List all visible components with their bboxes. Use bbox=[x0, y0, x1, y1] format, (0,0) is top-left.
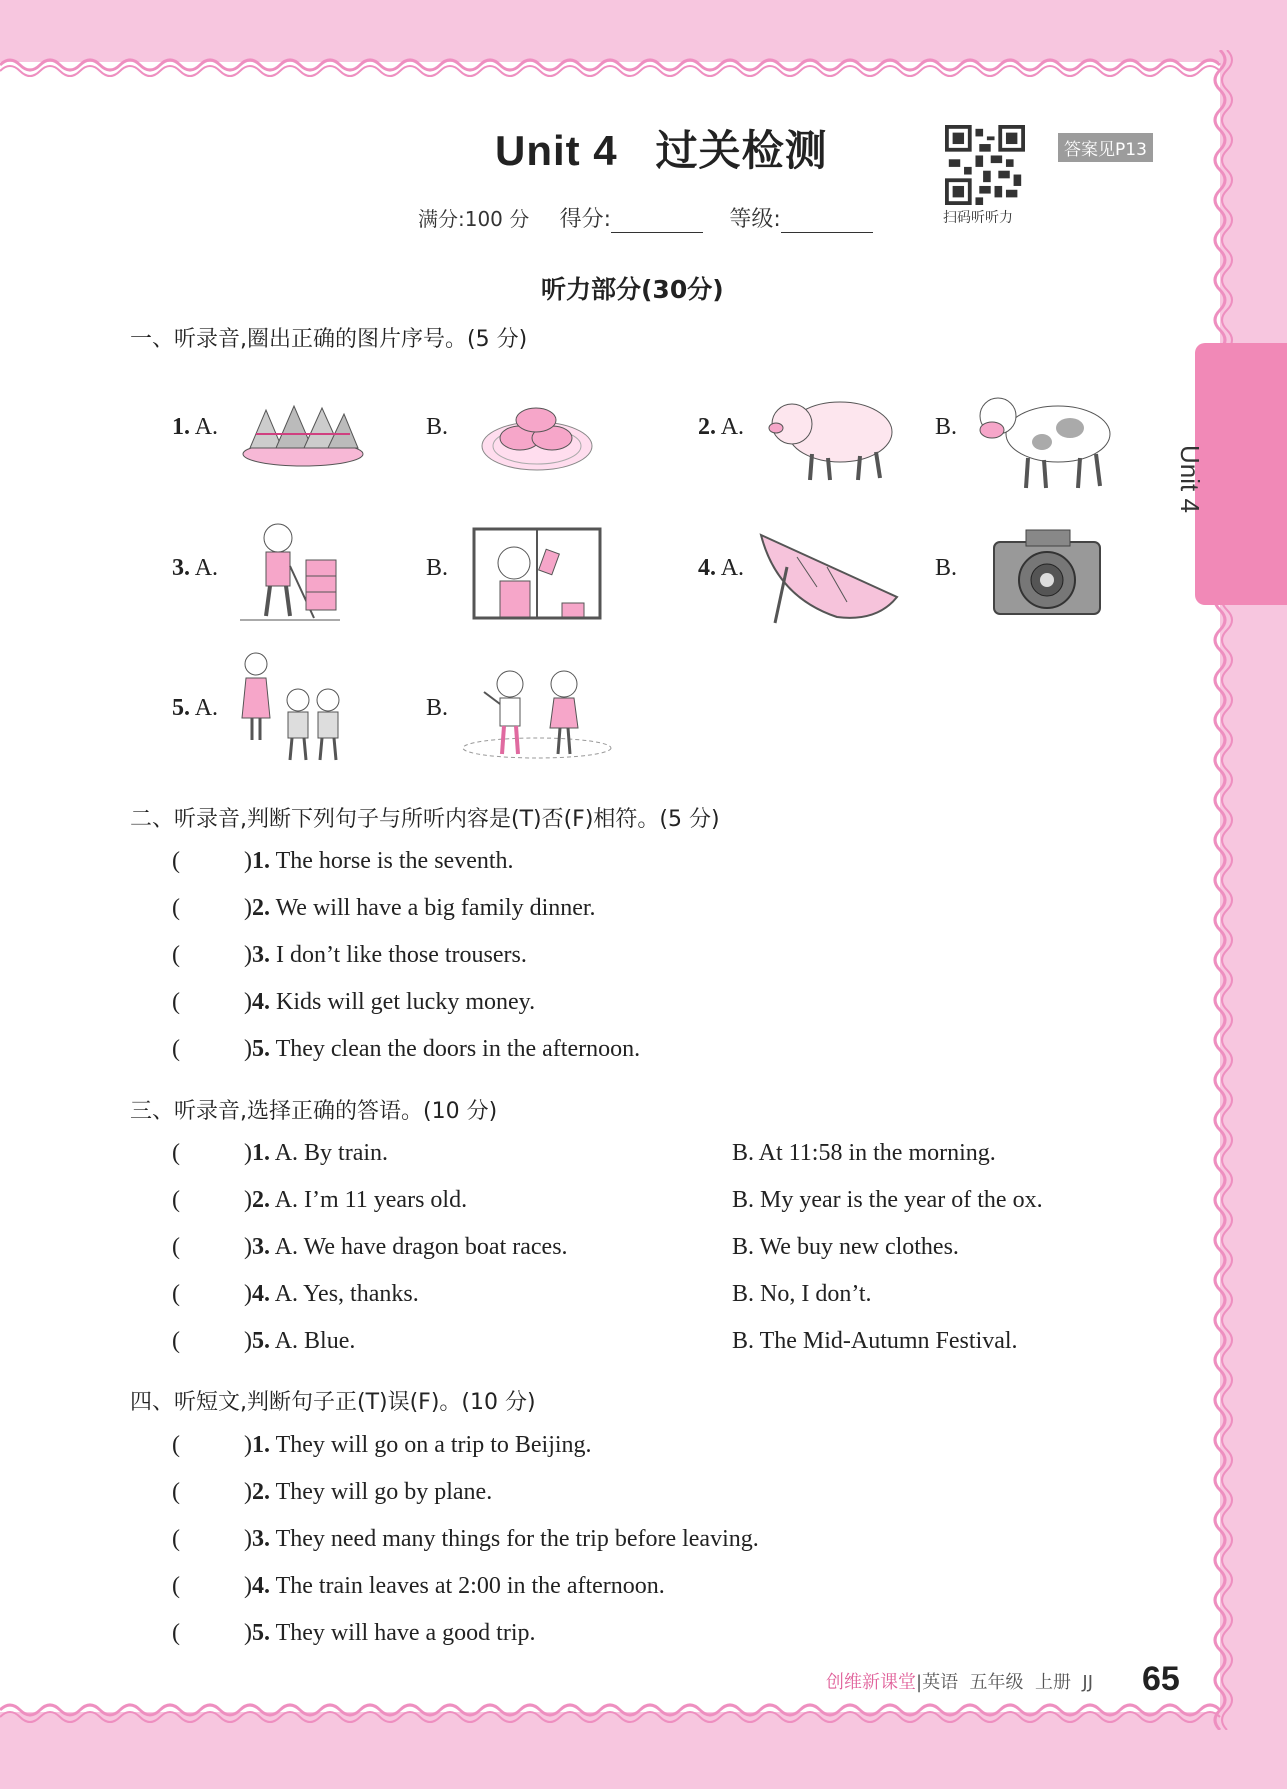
qr-code-icon[interactable] bbox=[945, 125, 1025, 205]
answer-blank[interactable]: ( bbox=[172, 1479, 180, 1505]
part2-row: ( )4. Kids will get lucky money. bbox=[172, 989, 536, 1015]
part1-item-5-b: B. bbox=[426, 695, 449, 721]
answer-badge: 答案见P13 bbox=[1058, 133, 1153, 162]
grade-label: 等级: bbox=[729, 207, 781, 232]
part4-row: ( )3. They need many things for the trip before leaving. bbox=[172, 1526, 759, 1552]
score-blank[interactable] bbox=[611, 214, 703, 233]
part4-heading: 四、听短文,判断句子正(T)误(F)。(10 分) bbox=[130, 1390, 536, 1415]
paper-sheet bbox=[0, 62, 1220, 1712]
mooncake-picture[interactable] bbox=[480, 398, 595, 473]
listening-section-heading: 听力部分(30分) bbox=[541, 275, 724, 304]
answer-blank[interactable]: ( bbox=[172, 942, 180, 968]
part3-option-b: B. The Mid-Autumn Festival. bbox=[732, 1328, 1018, 1354]
part3-option-b: B. No, I don’t. bbox=[732, 1281, 872, 1307]
part1-item-3-b: B. bbox=[426, 555, 449, 581]
part1-item-4: 4. A. bbox=[698, 555, 745, 581]
page-number: 65 bbox=[1142, 1660, 1180, 1698]
part4-row: ( )4. The train leaves at 2:00 in the afternoon. bbox=[172, 1573, 665, 1599]
part1-item-2-b: B. bbox=[935, 414, 958, 440]
page-title: Unit 4 过关检测 bbox=[495, 127, 828, 174]
part3-row: ( )5. A. Blue. bbox=[172, 1328, 356, 1354]
answer-blank[interactable]: ( bbox=[172, 895, 180, 921]
boy-cleaning-window-picture[interactable] bbox=[472, 527, 602, 620]
answer-blank[interactable]: ( bbox=[172, 989, 180, 1015]
part3-row: ( )2. A. I’m 11 years old. bbox=[172, 1187, 468, 1213]
footer-brand: 创维新课堂 bbox=[826, 1672, 916, 1693]
camera-picture[interactable] bbox=[990, 524, 1105, 622]
part1-item-1-b: B. bbox=[426, 414, 449, 440]
boy-sweeping-picture[interactable] bbox=[240, 520, 340, 625]
unit-side-tab-label: Unit 4 bbox=[1175, 445, 1205, 513]
part2-row: ( )5. They clean the doors in the afternoon. bbox=[172, 1036, 641, 1062]
wavy-border-top bbox=[0, 50, 1230, 80]
part3-option-b: B. We buy new clothes. bbox=[732, 1234, 959, 1260]
answer-blank[interactable]: ( bbox=[172, 1573, 180, 1599]
part3-heading: 三、听录音,选择正确的答语。(10 分) bbox=[130, 1099, 498, 1124]
part3-row: ( )4. A. Yes, thanks. bbox=[172, 1281, 419, 1307]
part4-row: ( )5. They will have a good trip. bbox=[172, 1620, 536, 1646]
answer-blank[interactable]: ( bbox=[172, 1140, 180, 1166]
answer-blank[interactable]: ( bbox=[172, 1526, 180, 1552]
part3-option-b: B. My year is the year of the ox. bbox=[732, 1187, 1043, 1213]
footer-info: |英语 五年级 上册 JJ bbox=[916, 1672, 1094, 1693]
part3-option-b: B. At 11:58 in the morning. bbox=[732, 1140, 996, 1166]
cow-picture[interactable] bbox=[970, 384, 1118, 492]
answer-blank[interactable]: ( bbox=[172, 1281, 180, 1307]
part4-row: ( )1. They will go on a trip to Beijing. bbox=[172, 1432, 592, 1458]
answer-blank[interactable]: ( bbox=[172, 848, 180, 874]
part1-item-5: 5. A. bbox=[172, 695, 219, 721]
part3-row: ( )3. A. We have dragon boat races. bbox=[172, 1234, 568, 1260]
answer-blank[interactable]: ( bbox=[172, 1328, 180, 1354]
full-score: 满分:100 分 bbox=[418, 207, 530, 231]
girl-and-boys-picture[interactable] bbox=[240, 650, 350, 765]
part2-row: ( )3. I don’t like those trousers. bbox=[172, 942, 527, 968]
wavy-border-right bbox=[1200, 50, 1240, 1730]
part2-row: ( )1. The horse is the seventh. bbox=[172, 848, 514, 874]
part2-row: ( )2. We will have a big family dinner. bbox=[172, 895, 596, 921]
qr-caption: 扫码听听力 bbox=[943, 210, 1013, 226]
score-line bbox=[418, 202, 893, 233]
part1-item-3: 3. A. bbox=[172, 555, 219, 581]
wavy-border-bottom bbox=[0, 1700, 1230, 1730]
part1-item-4-b: B. bbox=[935, 555, 958, 581]
part1-heading: 一、听录音,圈出正确的图片序号。(5 分) bbox=[130, 327, 528, 352]
part2-heading: 二、听录音,判断下列句子与所听内容是(T)否(F)相符。(5 分) bbox=[130, 807, 720, 832]
pig-picture[interactable] bbox=[762, 384, 902, 484]
part4-row: ( )2. They will go by plane. bbox=[172, 1479, 493, 1505]
answer-blank[interactable]: ( bbox=[172, 1234, 180, 1260]
score-label: 得分: bbox=[559, 207, 612, 232]
part1-item-1: 1. A. bbox=[172, 414, 219, 440]
part1-item-2: 2. A. bbox=[698, 414, 745, 440]
zongzi-picture[interactable] bbox=[238, 398, 368, 470]
part3-row: ( )1. A. By train. bbox=[172, 1140, 389, 1166]
answer-blank[interactable]: ( bbox=[172, 1432, 180, 1458]
footer bbox=[826, 1668, 1093, 1694]
unit-side-tab bbox=[1195, 343, 1287, 605]
answer-blank[interactable]: ( bbox=[172, 1036, 180, 1062]
grade-blank[interactable] bbox=[781, 214, 873, 233]
kids-waving-picture[interactable] bbox=[462, 668, 612, 763]
answer-blank[interactable]: ( bbox=[172, 1187, 180, 1213]
rowboat-picture[interactable] bbox=[757, 527, 907, 627]
answer-blank[interactable]: ( bbox=[172, 1620, 180, 1646]
